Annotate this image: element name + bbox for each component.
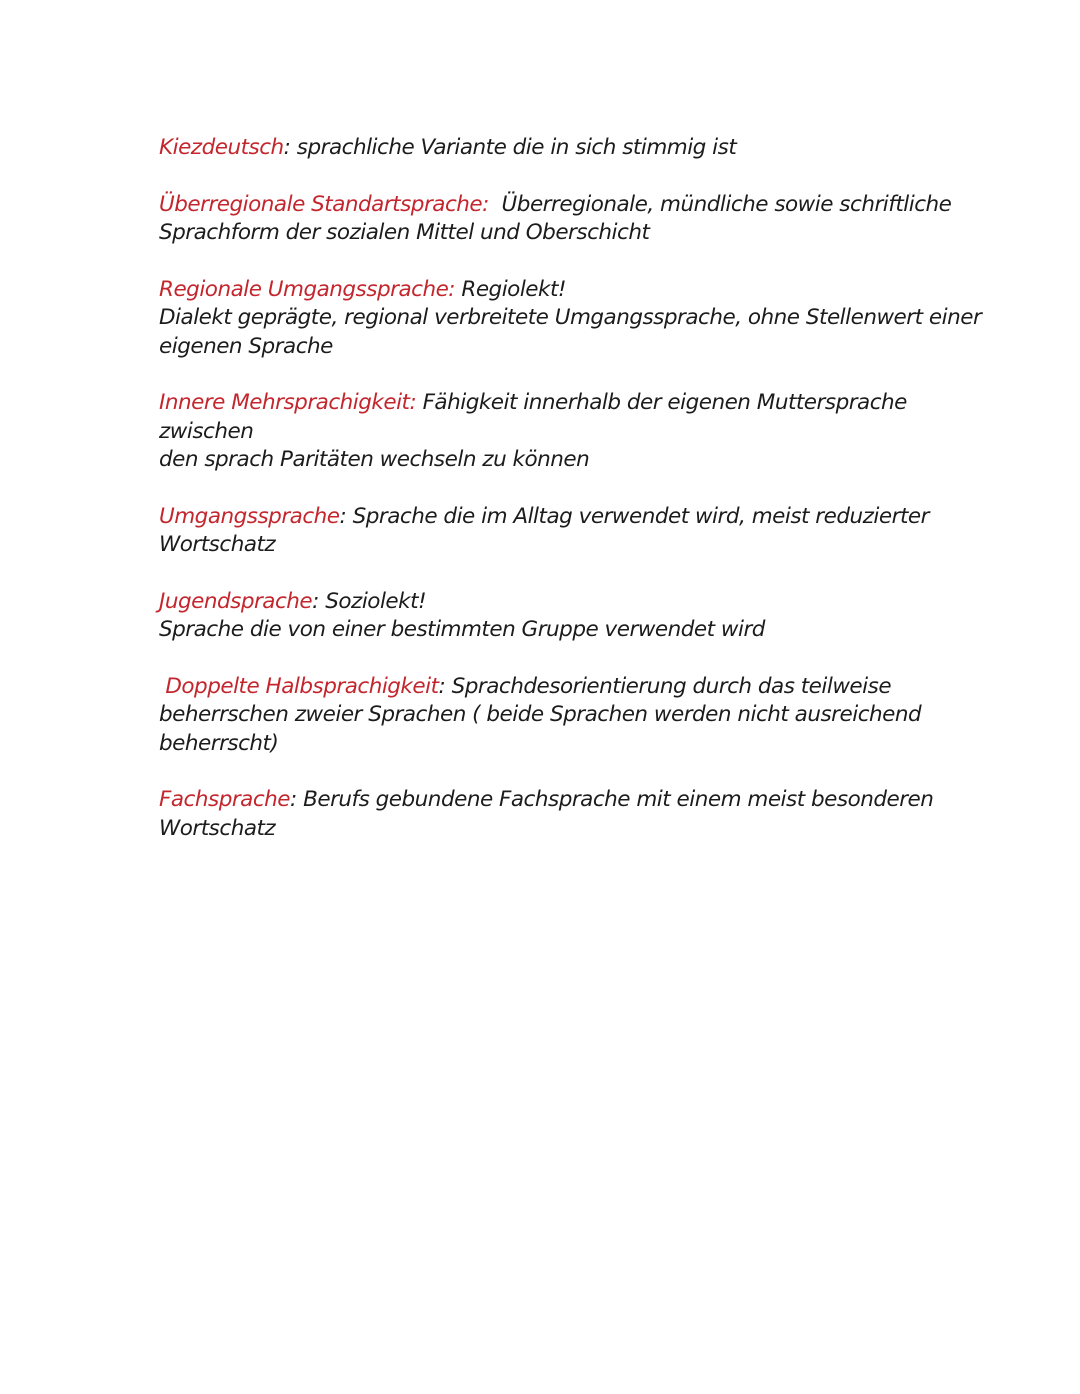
- term-separator: :: [339, 503, 347, 529]
- definition: Berufs gebundene Fachsprache mit einem meist besonderen Wortschatz: [159, 787, 934, 841]
- term-separator: :: [438, 673, 446, 699]
- term: Innere Mehrsprachigkeit:: [159, 390, 417, 415]
- glossary-entry-regionale-umgangssprache: [159, 276, 999, 362]
- definition: Überregionale, mündliche sowie schriftliche Sprachform der sozialen Mittel und Oberschicht: [159, 191, 952, 245]
- definition: sprachliche Variante die in sich stimmig ist: [290, 135, 737, 160]
- glossary-entry-fachsprache: [159, 786, 999, 843]
- definition: Regiolekt! Dialekt geprägte, regional verbreitete Umgangssprache, ohne Stellenwert einer eigenen Sprache: [159, 276, 982, 359]
- term: Doppelte Halbsprachigkeit: [159, 673, 439, 699]
- glossary-entry-umgangssprache: [159, 503, 999, 560]
- term: Umgangssprache: [159, 503, 340, 529]
- definition: Sprache die im Alltag verwendet wird, meist reduzierter Wortschatz: [159, 503, 929, 557]
- term-separator: :: [290, 787, 297, 812]
- term: Fachsprache: [159, 787, 291, 812]
- term-separator: :: [312, 588, 319, 614]
- term: Überregionale Standartsprache:: [159, 191, 489, 217]
- term: Kiezdeutsch: [159, 135, 284, 160]
- definition: Soziolekt! Sprache die von einer bestimmten Gruppe verwendet wird: [159, 588, 765, 642]
- definition: Fähigkeit innerhalb der eigenen Muttersprache zwischen den sprach Paritäten wechseln zu können: [159, 390, 907, 472]
- definition: Sprachdesorientierung durch das teilweise beherrschen zweier Sprachen ( beide Sprachen werden nicht ausreichend beherrscht): [159, 673, 922, 756]
- glossary-entry-doppelte-halbsprachigkeit: [159, 673, 999, 759]
- term: Regionale Umgangssprache:: [159, 276, 456, 302]
- glossary-entry-standardsprache: [159, 191, 999, 248]
- glossary-entry-innere-mehrsprachigkeit: [159, 389, 999, 475]
- term-separator: :: [283, 135, 291, 160]
- glossary-list: [159, 134, 999, 871]
- glossary-entry-kiezdeutsch: [159, 134, 999, 163]
- glossary-entry-jugendsprache: [159, 588, 999, 645]
- term: Jugendsprache: [159, 588, 313, 614]
